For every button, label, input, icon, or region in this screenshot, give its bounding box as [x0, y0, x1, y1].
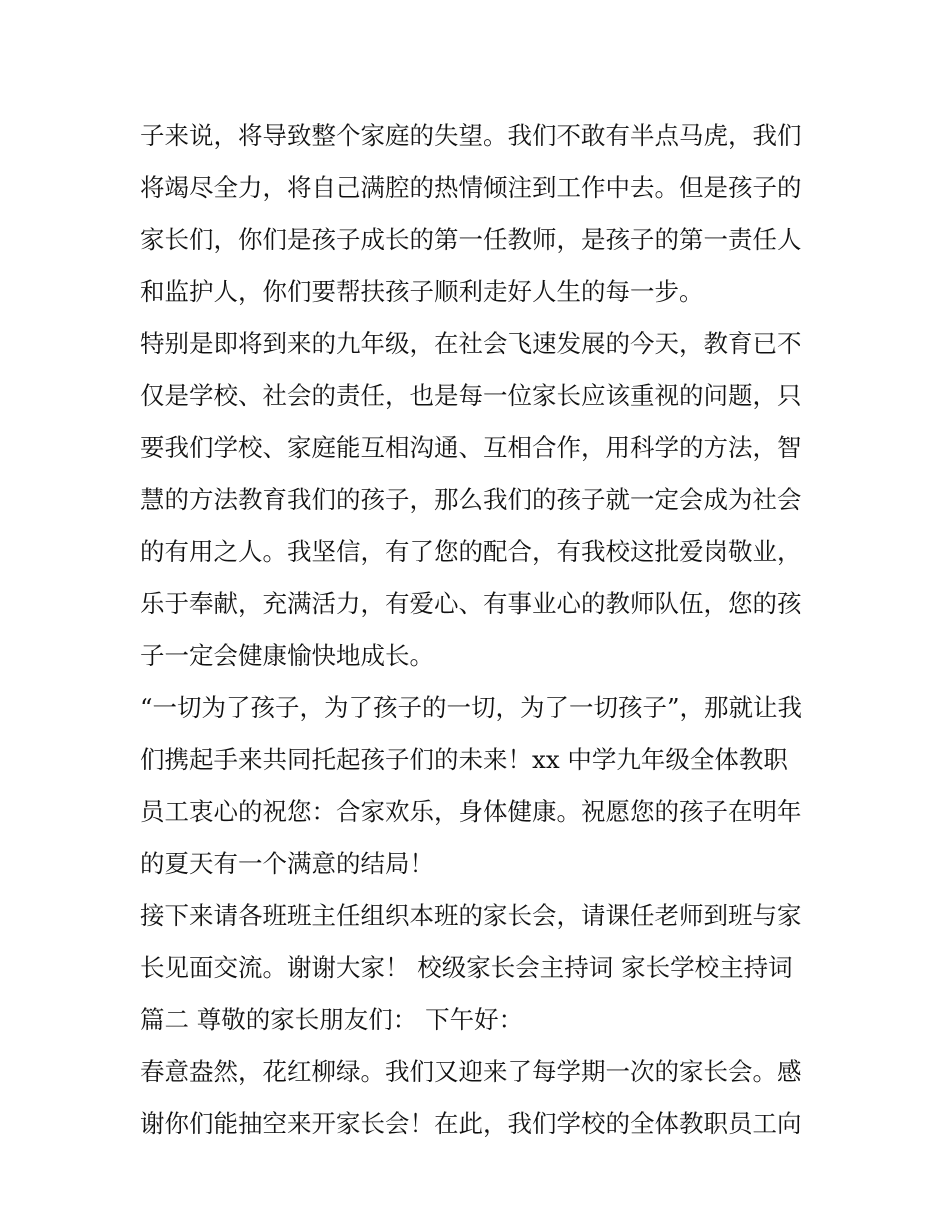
text-line: 子一定会健康愉快地成长。: [140, 641, 434, 670]
text-line: “一切为了孩子，为了孩子的一切，为了一切孩子”，那就让我: [140, 693, 803, 722]
text-line: 的夏天有一个满意的结局！: [140, 849, 434, 878]
text-line: 乐于奉献，充满活力，有爱心、有事业心的教师队伍，您的孩: [140, 589, 802, 618]
text-line: 员工衷心的祝您：合家欢乐，身体健康。祝愿您的孩子在明年: [140, 797, 802, 826]
text-line: 接下来请各班班主任组织本班的家长会，请课任老师到班与家: [140, 901, 802, 930]
text-line: 的有用之人。我坚信，有了您的配合，有我校这批爱岗敬业，: [140, 537, 802, 566]
text-line: 们携起手来共同托起孩子们的未来！xx 中学九年级全体教职: [140, 745, 788, 774]
text-line: 家长们，你们是孩子成长的第一任教师，是孩子的第一责任人: [140, 225, 802, 254]
text-line: 特别是即将到来的九年级，在社会飞速发展的今天，教育已不: [140, 329, 802, 358]
text-line: 长见面交流。谢谢大家！ 校级家长会主持词 家长学校主持词: [140, 953, 793, 982]
text-line: 和监护人，你们要帮扶孩子顺利走好人生的每一步。: [140, 277, 704, 306]
text-line: 将竭尽全力，将自己满腔的热情倾注到工作中去。但是孩子的: [140, 173, 802, 202]
text-line: 仅是学校、社会的责任，也是每一位家长应该重视的问题，只: [140, 381, 802, 410]
document-page: [140, 110, 815, 1150]
text-line: 子来说，将导致整个家庭的失望。我们不敢有半点马虎，我们: [140, 121, 802, 150]
text-line: 篇二 尊敬的家长朋友们： 下午好：: [140, 1005, 524, 1034]
text-line: 春意盎然，花红柳绿。我们又迎来了每学期一次的家长会。感: [140, 1057, 802, 1086]
text-line: 谢你们能抽空来开家长会！在此，我们学校的全体教职员工向: [140, 1109, 802, 1138]
text-line: 要我们学校、家庭能互相沟通、互相合作，用科学的方法，智: [140, 433, 802, 462]
text-line: 慧的方法教育我们的孩子，那么我们的孩子就一定会成为社会: [140, 485, 802, 514]
